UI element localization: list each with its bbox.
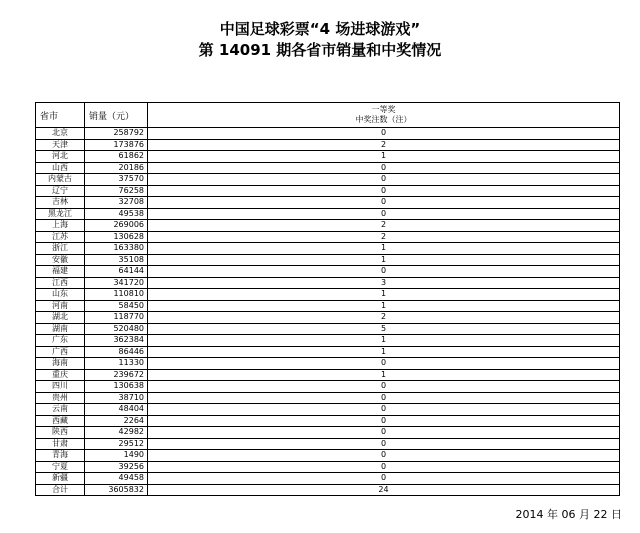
prize-count-cell: 0: [148, 427, 620, 439]
sales-cell: 341720: [85, 277, 148, 289]
prize-count-cell: 2: [148, 139, 620, 151]
sales-cell: 49458: [85, 473, 148, 485]
table-row: [36, 381, 620, 393]
table-row: [36, 208, 620, 220]
table-row: [36, 300, 620, 312]
table-row: [36, 128, 620, 140]
table-row: [36, 312, 620, 324]
prize-count-cell: 1: [148, 254, 620, 266]
table-row: [36, 461, 620, 473]
province-cell: 黑龙江: [36, 208, 85, 220]
sales-cell: 64144: [85, 266, 148, 278]
prize-count-cell: 0: [148, 208, 620, 220]
province-cell: 吉林: [36, 197, 85, 209]
province-cell: 江西: [36, 277, 85, 289]
sales-cell: 61862: [85, 151, 148, 163]
prize-count-cell: 0: [148, 450, 620, 462]
table-row: [36, 335, 620, 347]
report-date: 2014 年 06 月 22 日: [515, 508, 622, 521]
prize-count-cell: 0: [148, 174, 620, 186]
table-row: [36, 289, 620, 301]
sales-cell: 258792: [85, 128, 148, 140]
table-row: [36, 323, 620, 335]
province-cell: 青海: [36, 450, 85, 462]
province-cell: 贵州: [36, 392, 85, 404]
prize-count-cell: 1: [148, 289, 620, 301]
prize-count-cell: 1: [148, 346, 620, 358]
province-cell: 广西: [36, 346, 85, 358]
province-cell: 湖南: [36, 323, 85, 335]
sales-cell: 20186: [85, 162, 148, 174]
table-row: [36, 427, 620, 439]
sales-cell: 2264: [85, 415, 148, 427]
sales-cell: 35108: [85, 254, 148, 266]
prize-count-cell: 1: [148, 335, 620, 347]
province-cell: 福建: [36, 266, 85, 278]
prize-count-cell: 0: [148, 128, 620, 140]
province-cell: 广东: [36, 335, 85, 347]
prize-count-cell: 1: [148, 243, 620, 255]
sales-cell: 173876: [85, 139, 148, 151]
table-row: [36, 231, 620, 243]
province-cell: 内蒙古: [36, 174, 85, 186]
table-row: [36, 151, 620, 163]
table-row: [36, 369, 620, 381]
table-row: [36, 185, 620, 197]
sales-cell: 130628: [85, 231, 148, 243]
prize-count-cell: 0: [148, 381, 620, 393]
prize-count-cell: 2: [148, 220, 620, 232]
sales-cell: 118770: [85, 312, 148, 324]
table-row: [36, 139, 620, 151]
table-row: [36, 438, 620, 450]
table-row: [36, 346, 620, 358]
prize-count-cell: 24: [148, 484, 620, 496]
province-cell: 江苏: [36, 231, 85, 243]
table-row: [36, 266, 620, 278]
sales-cell: 48404: [85, 404, 148, 416]
table-row: [36, 450, 620, 462]
sales-cell: 29512: [85, 438, 148, 450]
prize-count-cell: 2: [148, 231, 620, 243]
prize-count-cell: 5: [148, 323, 620, 335]
total-row: [36, 484, 620, 496]
province-cell: 山东: [36, 289, 85, 301]
province-cell: 合计: [36, 484, 85, 496]
sales-cell: 110810: [85, 289, 148, 301]
province-cell: 云南: [36, 404, 85, 416]
table-row: [36, 404, 620, 416]
sales-cell: 58450: [85, 300, 148, 312]
province-cell: 河北: [36, 151, 85, 163]
sales-cell: 269006: [85, 220, 148, 232]
prize-count-cell: 0: [148, 473, 620, 485]
prize-count-cell: 0: [148, 404, 620, 416]
sales-cell: 32708: [85, 197, 148, 209]
province-cell: 湖北: [36, 312, 85, 324]
prize-count-cell: 1: [148, 151, 620, 163]
prize-count-cell: 0: [148, 358, 620, 370]
province-cell: 陕西: [36, 427, 85, 439]
header-sales: 销量（元）: [85, 103, 148, 128]
prize-count-cell: 2: [148, 312, 620, 324]
prize-count-cell: 0: [148, 185, 620, 197]
prize-count-cell: 1: [148, 369, 620, 381]
table-body: [36, 128, 620, 496]
table-row: [36, 358, 620, 370]
sales-cell: 76258: [85, 185, 148, 197]
province-cell: 新疆: [36, 473, 85, 485]
prize-count-cell: 3: [148, 277, 620, 289]
sales-cell: 39256: [85, 461, 148, 473]
province-cell: 甘肃: [36, 438, 85, 450]
province-cell: 北京: [36, 128, 85, 140]
province-cell: 重庆: [36, 369, 85, 381]
table-row: [36, 220, 620, 232]
province-cell: 辽宁: [36, 185, 85, 197]
table-row: [36, 254, 620, 266]
province-cell: 海南: [36, 358, 85, 370]
table-row: [36, 392, 620, 404]
prize-count-cell: 0: [148, 392, 620, 404]
prize-count-cell: 0: [148, 162, 620, 174]
sales-cell: 11330: [85, 358, 148, 370]
sales-cell: 49538: [85, 208, 148, 220]
province-cell: 山西: [36, 162, 85, 174]
province-cell: 河南: [36, 300, 85, 312]
sales-cell: 42982: [85, 427, 148, 439]
sales-cell: 37570: [85, 174, 148, 186]
sales-cell: 520480: [85, 323, 148, 335]
prize-count-cell: 0: [148, 266, 620, 278]
province-cell: 安徽: [36, 254, 85, 266]
table-row: [36, 174, 620, 186]
document-title: 中国足球彩票“4 场进球游戏”: [219, 20, 421, 38]
header-first-prize-label: 一等奖: [371, 105, 396, 114]
table-row: [36, 162, 620, 174]
header-first-prize: [148, 103, 620, 128]
header-prize-count-label: 中奖注数（注）: [355, 115, 412, 124]
sales-cell: 3605832: [85, 484, 148, 496]
sales-cell: 1490: [85, 450, 148, 462]
province-cell: 四川: [36, 381, 85, 393]
prize-count-cell: 1: [148, 300, 620, 312]
province-cell: 宁夏: [36, 461, 85, 473]
province-cell: 天津: [36, 139, 85, 151]
prize-count-cell: 0: [148, 415, 620, 427]
table-row: [36, 197, 620, 209]
sales-cell: 362384: [85, 335, 148, 347]
header-province: 省市: [36, 103, 85, 128]
sales-table: [35, 102, 620, 496]
sales-cell: 86446: [85, 346, 148, 358]
table-row: [36, 243, 620, 255]
sales-cell: 38710: [85, 392, 148, 404]
prize-count-cell: 0: [148, 461, 620, 473]
sales-cell: 163380: [85, 243, 148, 255]
province-cell: 浙江: [36, 243, 85, 255]
table-header-row: [36, 103, 620, 128]
province-cell: 上海: [36, 220, 85, 232]
table-row: [36, 415, 620, 427]
table-row: [36, 473, 620, 485]
sales-cell: 130638: [85, 381, 148, 393]
province-cell: 西藏: [36, 415, 85, 427]
table-row: [36, 277, 620, 289]
document-subtitle: 第 14091 期各省市销量和中奖情况: [198, 41, 442, 59]
sales-cell: 239672: [85, 369, 148, 381]
prize-count-cell: 0: [148, 438, 620, 450]
prize-count-cell: 0: [148, 197, 620, 209]
